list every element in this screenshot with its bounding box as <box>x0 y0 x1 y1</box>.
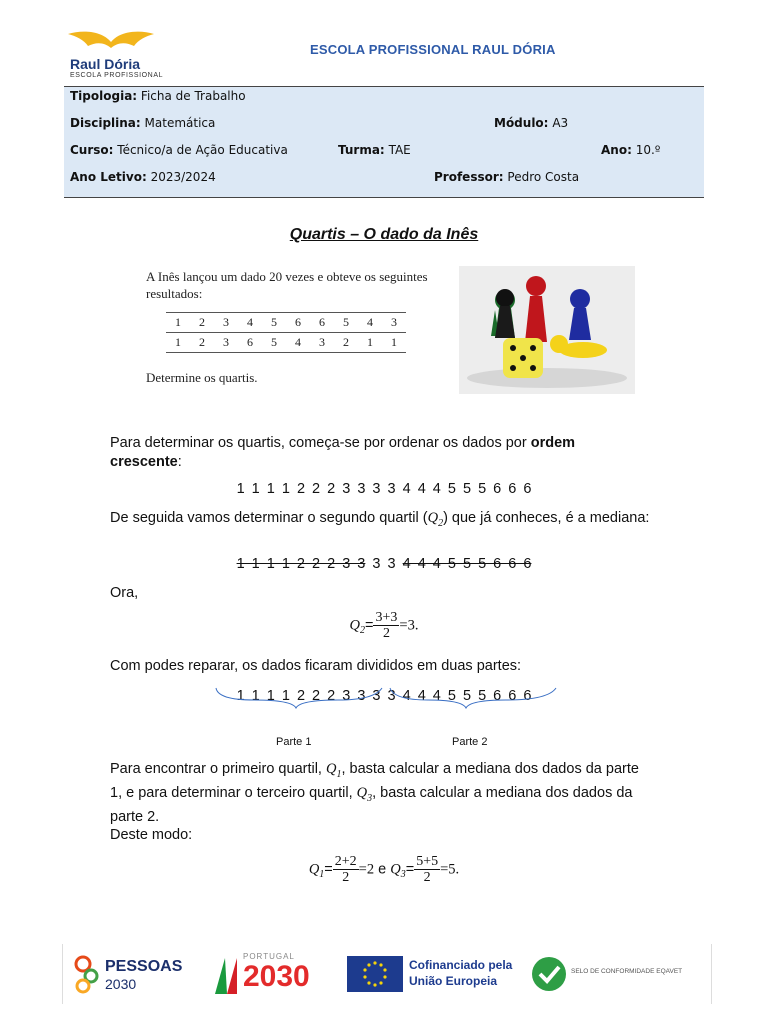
median-values: 3 3 <box>372 556 396 572</box>
curso-field: Curso: Técnico/a de Ação Educativa <box>70 143 288 157</box>
struck-right-values: 4 4 4 5 5 5 6 6 6 <box>402 556 532 572</box>
portugal-2030-logo: PORTUGAL 2030 <box>213 952 333 996</box>
eqavet-seal: SELO DE CONFORMIDADE EQAVET <box>531 952 709 996</box>
wings-icon <box>66 28 156 58</box>
result-cell: 6 <box>286 313 310 333</box>
result-cell: 2 <box>334 333 358 353</box>
portugal-flag-icon <box>213 956 239 996</box>
eu-cofinancing-logo: Cofinanciado pela União Europeia <box>347 952 527 996</box>
result-cell: 5 <box>262 313 286 333</box>
paragraph-quartiles: Para encontrar o primeiro quartil, $Q_1$, basta calcular a mediana dos dados da parte 1, e para determinar o terceiro quartil, $Q_3$, basta calcular a mediana dos dados da parte 2. <box>110 761 639 825</box>
check-seal-icon <box>531 956 567 992</box>
result-cell: 1 <box>382 333 406 353</box>
professor-field: Professor: Pedro Costa <box>434 170 580 184</box>
sorted-sequence: 1 1 1 1 2 2 2 3 3 3 3 4 4 4 5 5 5 6 6 6 <box>236 481 532 497</box>
result-cell: 4 <box>358 313 382 333</box>
result-cell: 1 <box>358 333 382 353</box>
result-cell: 1 <box>166 333 190 353</box>
result-cell: 6 <box>238 333 262 353</box>
result-cell: 3 <box>214 313 238 333</box>
turma-field: Turma: TAE <box>338 143 411 157</box>
paragraph-median: De seguida vamos determinar o segundo quartil $(Q_2)$ que já conheces, é a mediana: <box>110 510 650 529</box>
result-cell: 2 <box>190 313 214 333</box>
info-box <box>64 86 704 198</box>
paragraph-split: Com podes reparar, os dados ficaram divididos em duas partes: <box>110 658 522 674</box>
result-cell: 1 <box>166 313 190 333</box>
school-name: ESCOLA PROFISSIONAL RAUL DÓRIA <box>310 42 556 57</box>
pessoas-icon <box>73 954 101 994</box>
school-logo <box>66 28 164 80</box>
median-sequence <box>0 556 768 572</box>
paragraph-ora: Ora, <box>110 585 139 601</box>
result-cell: 2 <box>190 333 214 353</box>
eu-flag-icon <box>347 956 403 992</box>
split-sequence: 1 1 1 1 2 2 2 3 3 3 3 4 4 4 5 5 5 6 6 6 <box>236 688 532 704</box>
result-cell: 5 <box>262 333 286 353</box>
part-1-label: Parte 1 <box>276 736 312 748</box>
result-cell: 4 <box>286 333 310 353</box>
problem-question: Determine os quartis. <box>146 370 258 385</box>
logo-brand: Raul Dória <box>70 56 141 72</box>
part-2-label: Parte 2 <box>452 736 488 748</box>
result-cell: 5 <box>334 313 358 333</box>
result-cell: 4 <box>238 313 262 333</box>
result-cell: 3 <box>214 333 238 353</box>
logo-subtitle: ESCOLA PROFISSIONAL <box>70 72 164 79</box>
funding-footer <box>62 944 712 1004</box>
results-table <box>166 312 406 353</box>
pessoas-2030-logo: PESSOAS 2030 <box>73 952 193 996</box>
page-title: Quartis – O dado da Inês <box>289 226 479 243</box>
disciplina-field: Disciplina: Matemática <box>70 116 216 130</box>
problem-excerpt <box>140 262 430 392</box>
result-cell: 6 <box>310 313 334 333</box>
modulo-field: Módulo: A3 <box>494 116 569 130</box>
game-pieces-photo <box>459 266 635 394</box>
q1-q3-formula: $Q_1=$ $\frac{2+2}{2}$ =2 e $Q_3=$ $\frac{5+5}{2}$ =5. <box>308 854 460 885</box>
paragraph-deste-modo: Deste modo: <box>110 827 193 843</box>
ano-letivo-field: Ano Letivo: 2023/2024 <box>70 170 216 184</box>
result-cell: 3 <box>382 313 406 333</box>
problem-statement: A Inês lançou um dado 20 vezes e obteve os seguintes resultados: <box>146 269 428 301</box>
tipologia-field: Tipologia: Ficha de Trabalho <box>70 89 246 103</box>
paragraph-sort: Para determinar os quartis, começa-se por ordenar os dados por ordem crescente: <box>110 435 576 470</box>
ano-field: Ano: 10.º <box>601 143 661 157</box>
result-cell: 3 <box>310 333 334 353</box>
split-braces <box>214 684 560 712</box>
struck-left-values: 1 1 1 1 2 2 2 3 3 <box>236 556 366 572</box>
q2-formula: $Q_2=$ $\frac{3+3}{2}$ =3. <box>349 610 419 641</box>
